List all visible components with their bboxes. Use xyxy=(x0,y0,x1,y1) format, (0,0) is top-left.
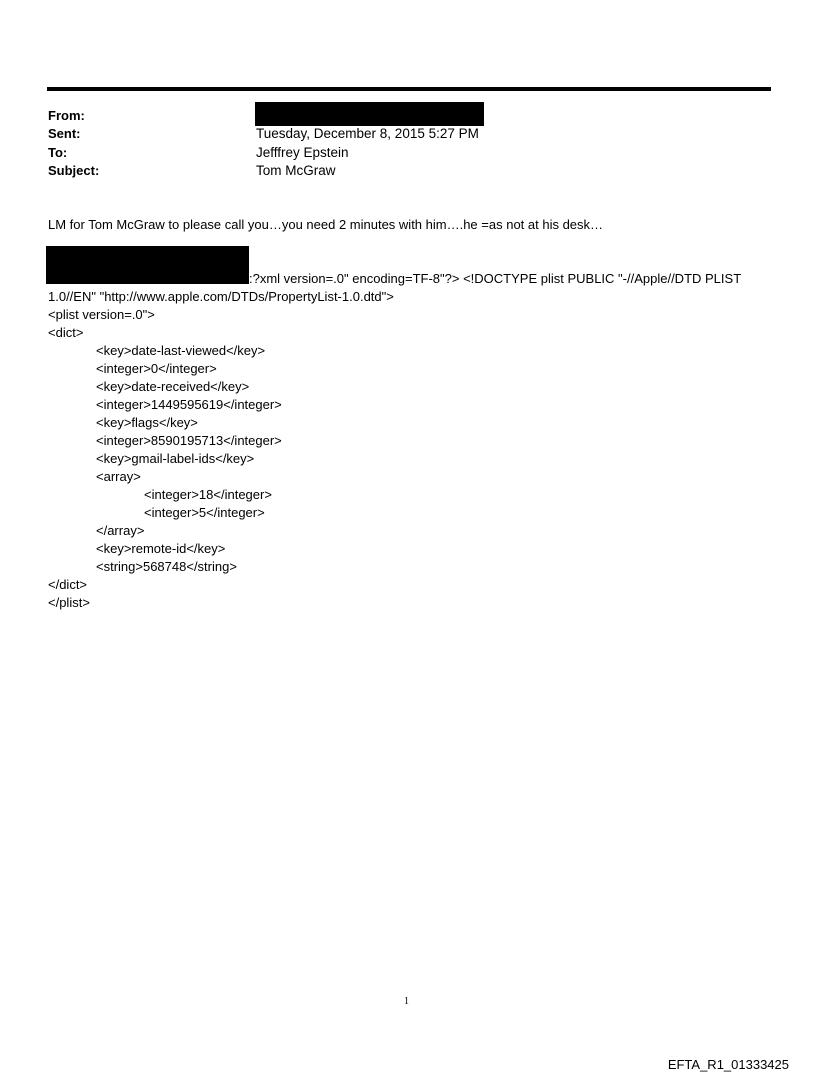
plist-line: <key>flags</key> xyxy=(96,415,198,430)
redacted-from-box xyxy=(255,102,484,126)
plist-line: <integer>0</integer> xyxy=(96,361,217,376)
plist-line: </plist> xyxy=(48,595,90,610)
header-divider xyxy=(47,87,771,91)
plist-line: <integer>18</integer> xyxy=(144,487,272,502)
plist-line: <key>remote-id</key> xyxy=(96,541,226,556)
page-number: 1 xyxy=(404,996,409,1007)
plist-line: <integer>1449595619</integer> xyxy=(96,397,282,412)
plist-line: 1.0//EN" "http://www.apple.com/DTDs/PropertyList-1.0.dtd"> xyxy=(48,289,394,304)
plist-line: <key>date-received</key> xyxy=(96,379,250,394)
plist-line: <plist version=.0"> xyxy=(48,307,155,322)
plist-line: </array> xyxy=(96,523,145,538)
sent-label: Sent: xyxy=(48,126,81,141)
plist-line: <string>568748</string> xyxy=(96,559,237,574)
plist-line: <integer>5</integer> xyxy=(144,505,265,520)
plist-line: :?xml version=.0" encoding=TF-8"?> <!DOCTYPE plist PUBLIC "-//Apple//DTD PLIST xyxy=(249,271,742,286)
plist-line: <dict> xyxy=(48,325,84,340)
subject-value: Tom McGraw xyxy=(256,163,336,178)
plist-line: <key>date-last-viewed</key> xyxy=(96,343,266,358)
message-body: LM for Tom McGraw to please call you…you need 2 minutes with him….he =as not at his desk… xyxy=(48,217,604,232)
document-id: EFTA_R1_01333425 xyxy=(667,1057,789,1072)
to-label: To: xyxy=(48,145,68,160)
plist-line: <array> xyxy=(96,469,141,484)
sent-value: Tuesday, December 8, 2015 5:27 PM xyxy=(256,126,479,141)
redacted-sender-box xyxy=(46,246,249,284)
from-label: From: xyxy=(48,108,85,123)
to-value: Jefffrey Epstein xyxy=(256,145,349,160)
plist-line: </dict> xyxy=(48,577,88,592)
plist-line: <key>gmail-label-ids</key> xyxy=(96,451,255,466)
plist-line: <integer>8590195713</integer> xyxy=(96,433,282,448)
subject-label: Subject: xyxy=(48,163,100,178)
